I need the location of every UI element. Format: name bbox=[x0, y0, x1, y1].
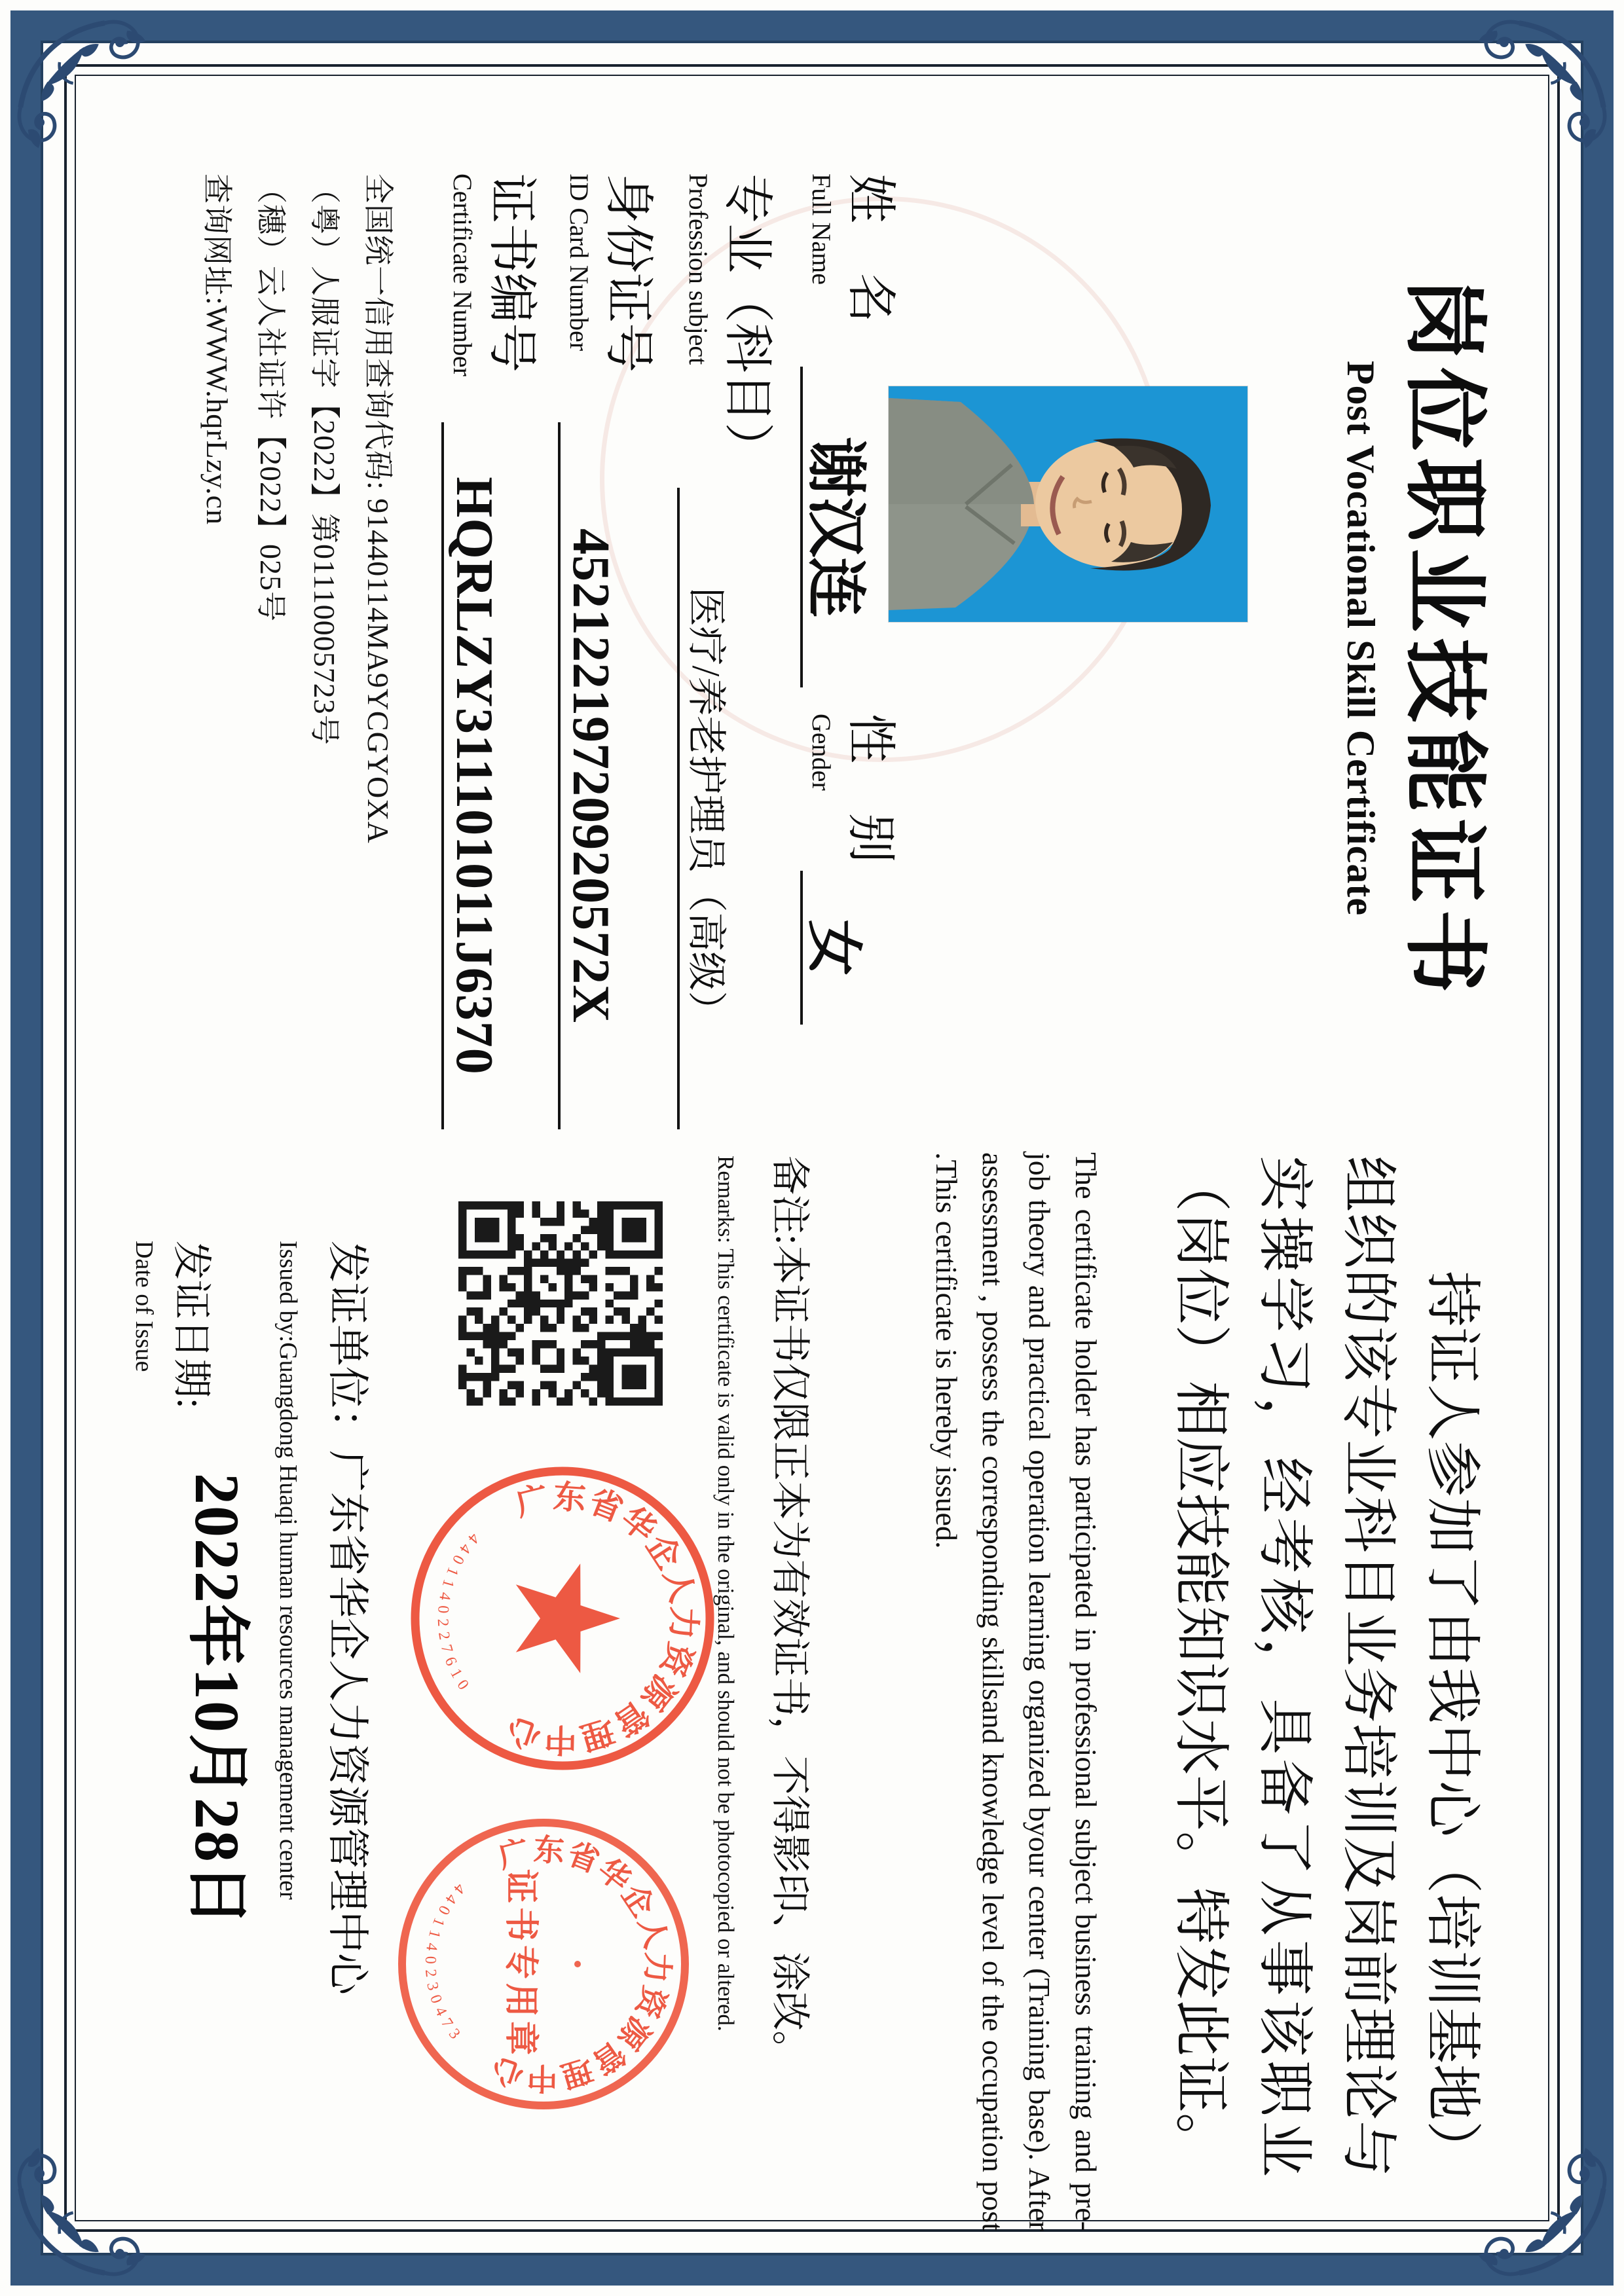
svg-text:4401140230473 bbox=[422, 1880, 468, 2047]
date-value: 2022年10月28日 bbox=[182, 1473, 252, 1927]
certificate-title bbox=[1338, 173, 1490, 1103]
qr-code bbox=[458, 1201, 663, 1406]
idcard-label-zh: 身份证号 bbox=[600, 173, 655, 373]
id-photo bbox=[889, 386, 1247, 622]
date-label-en: Date of Issue bbox=[130, 1241, 158, 1372]
corner-flourish-icon bbox=[14, 17, 165, 168]
idcard-underline bbox=[558, 422, 654, 1129]
name-label-en: Full Name bbox=[807, 173, 837, 285]
body-paragraph-zh: 持证人参加了由我中心（培训基地）组织的该专业科目业务培训及岗前理论与实操学习，经考核，具备了从事该职业（岗位）相应技能知识水平。特发此证。 bbox=[1170, 1156, 1484, 2177]
gender-label-en: Gender bbox=[807, 714, 837, 791]
credit-code-line: 全国统一信用查询代码: 91440114MA9YCGYOXA bbox=[361, 173, 395, 844]
field-row-profession bbox=[674, 173, 773, 1136]
seal2-serial: 4401140230473 bbox=[421, 1880, 468, 2047]
profession-label-en: Profession subject bbox=[684, 173, 714, 365]
field-row-idcard bbox=[555, 173, 654, 1136]
name-label bbox=[806, 173, 896, 323]
gender-value: 女 bbox=[802, 919, 865, 976]
issuer-value: 广东省华企人力资源管理中心 bbox=[324, 1450, 371, 1995]
certno-value: HQRLZY311101011J6370 bbox=[445, 477, 503, 1075]
remark-zh: 备注:本证书仅限正本为有效证书，不得影印、涂改。 bbox=[768, 1156, 811, 2070]
name-underline bbox=[800, 367, 896, 687]
name-value: 谢汉连 bbox=[802, 436, 869, 617]
certno-label bbox=[447, 173, 537, 376]
issuer-line-en: Issued by:Guangdong Huaqi human resources management center bbox=[274, 1241, 302, 1900]
date-label: 发证日期: bbox=[170, 1241, 213, 1409]
seal2-center-text: 证书专用章 bbox=[502, 1868, 539, 2060]
idcard-label bbox=[564, 173, 654, 373]
yue-license-line: （粤）人服证字【2022】第01110005723号 bbox=[308, 173, 341, 746]
name-label-zh: 姓 名 bbox=[843, 173, 898, 323]
red-seal-star bbox=[405, 1461, 720, 1776]
idcard-value: 45212219720920572X bbox=[562, 528, 619, 1023]
profession-label-zh: 专业（科目） bbox=[720, 173, 775, 472]
gender-underline bbox=[800, 871, 896, 1025]
sui-license-line: （穗）云人社证许【2022】025号 bbox=[254, 173, 287, 622]
body-paragraph-en: The certificate holder has participated in professional subject business training and pre-job theory and practical operation learning organized byour center (Training base). After assessment , possess the corresponding skillsand knowledge level of the occupation post .This certificate is hereby issued. bbox=[930, 1152, 1103, 2231]
title-chinese: 岗位职业技能证书 bbox=[1397, 276, 1490, 1000]
seal1-serial: 4401140227610 bbox=[434, 1529, 483, 1698]
field-row-name bbox=[798, 173, 896, 1221]
seal2-org-text: 广东省华企人力资源管理中心 bbox=[486, 1832, 674, 2095]
issuer-label: 发证单位： bbox=[324, 1241, 371, 1450]
certno-underline bbox=[441, 422, 537, 1129]
idcard-label-en: ID Card Number bbox=[564, 173, 595, 352]
profession-label bbox=[683, 173, 773, 472]
certno-label-en: Certificate Number bbox=[448, 173, 478, 376]
title-english: Post Vocational Skill Certificate bbox=[1339, 361, 1383, 916]
svg-text:4401140227610 bbox=[434, 1529, 483, 1698]
portrait-photo-graphic bbox=[889, 386, 1247, 622]
query-url-line: 查询网址:WWW.hqrLzy.cn bbox=[200, 173, 234, 526]
corner-flourish-icon bbox=[14, 2128, 165, 2279]
seal1-org-text: 广东省华企人力资源管理中心 bbox=[501, 1478, 703, 1758]
profession-value: 医疗/养老护理员（高级） bbox=[684, 587, 728, 1030]
remark-en: Remarks: This certificate is valid only in the original, and should not be photocopied or altered. bbox=[713, 1156, 739, 2032]
profession-underline bbox=[677, 488, 773, 1129]
gender-label bbox=[806, 714, 896, 863]
gender-label-zh: 性 别 bbox=[843, 714, 898, 863]
field-row-certno bbox=[439, 173, 537, 1136]
corner-flourish-icon bbox=[1459, 17, 1610, 168]
red-seal-certificate bbox=[393, 1813, 694, 2115]
issuer-line bbox=[321, 1241, 381, 1995]
certno-label-zh: 证书编号 bbox=[484, 173, 539, 373]
